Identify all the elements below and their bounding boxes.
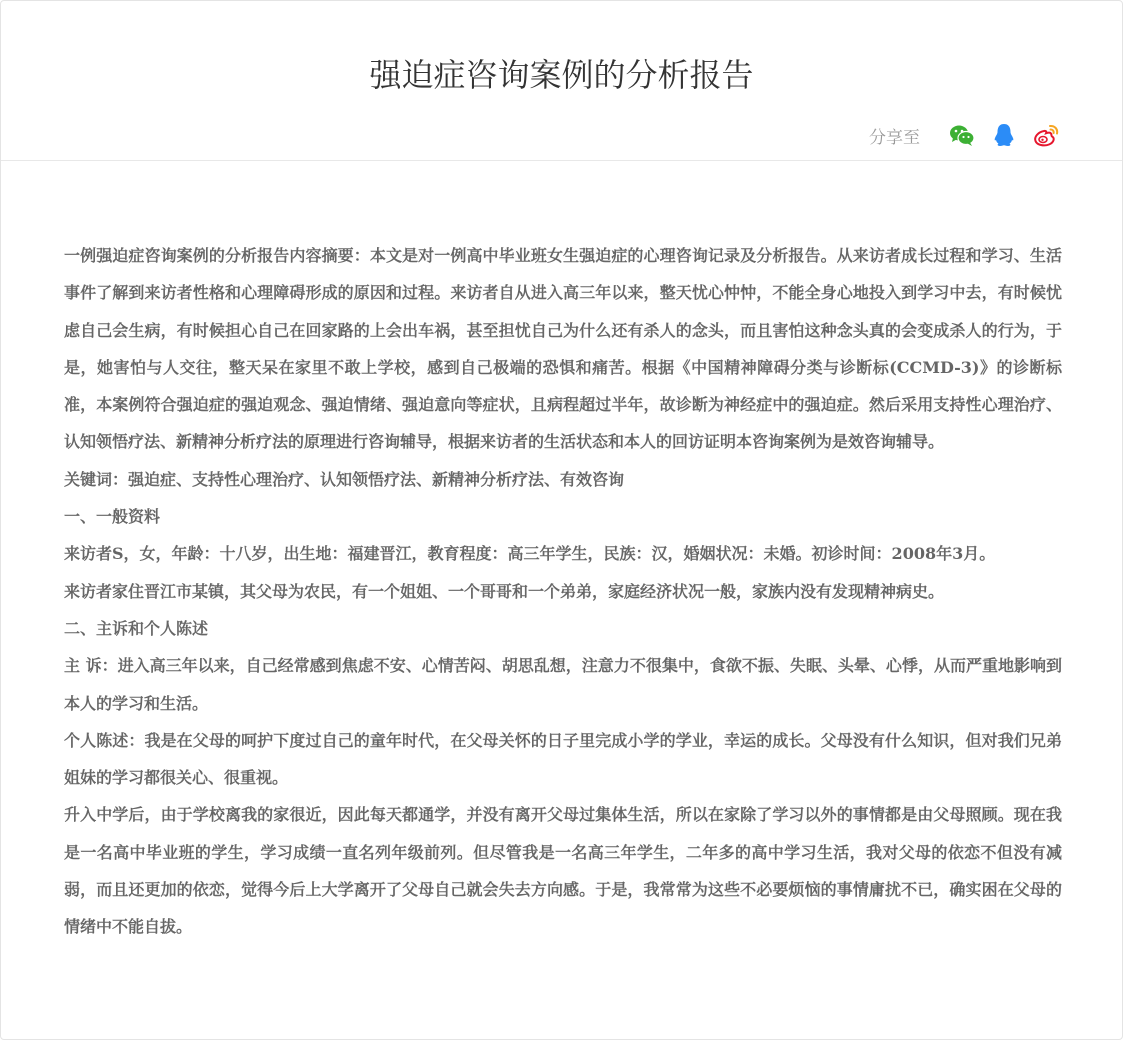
article-header xyxy=(1,1,1122,161)
keywords-paragraph: 关键词：强迫症、支持性心理治疗、认知领悟疗法、新精神分析疗法、有效咨询 xyxy=(64,469,625,489)
section-heading: 一、一般资料 xyxy=(64,507,161,527)
section-heading: 二、主诉和个人陈述 xyxy=(64,618,209,638)
body-paragraph: 主 诉：进入高三年以来，自己经常感到焦虑不安、心情苦闷、胡思乱想，注意力不很集中，食欲不振、失眠、头晕、心悸，从而严重地影响到本人的学习和生活。 xyxy=(64,656,1062,713)
body-paragraph: 来访者S，女，年龄：十八岁，出生地：福建晋江，教育程度：高三年学生，民族：汉，婚姻状况：未婚。初诊时间：2008年3月。 xyxy=(64,544,996,564)
article-body xyxy=(64,237,1062,946)
body-paragraph: 个人陈述：我是在父母的呵护下度过自己的童年时代，在父母关怀的日子里完成小学的学业，幸运的成长。父母没有什么知识，但对我们兄弟姐妹的学习都很关心、很重视。 xyxy=(64,730,1062,788)
abstract-paragraph: 一例强迫症咨询案例的分析报告内容摘要：本文是对一例高中毕业班女生强迫症的心理咨询记录及分析报告。从来访者成长过程和学习、生活事件了解到来访者性格和心理障碍形成的原因和过程。来访者自从进入高三年以来，整天忧心忡忡，不能全身心地投入到学习中去，有时候忧虑自己会生病，有时候担心自己在回家路的上会出车祸，甚至担忧自己为什么还有杀人的念头，而且害怕这种念头真的会变成杀人的行为，于是，她害怕与人交往，整天呆在家里不敢上学校，感到自己极端的恐惧和痛苦。根据《中国精神障碍分类与诊断标(CCMD-3)》的诊断标准，本案例符合强迫症的强迫观念、强迫情绪、强迫意向等症状，且病程超过半年，故诊断为神经症中的强迫症。然后采用支持性心理治疗、认知领悟疗法、新精神分析疗法的原理进行咨询辅导，根据来访者的生活状态和本人的回访证明本咨询案例为是效咨询辅导。 xyxy=(64,246,1062,452)
weibo-icon[interactable] xyxy=(1032,121,1060,149)
wechat-icon[interactable] xyxy=(948,121,976,149)
qq-icon[interactable] xyxy=(990,121,1018,149)
share-bar xyxy=(869,121,1060,149)
body-paragraph: 来访者家住晋江市某镇，其父母为农民，有一个姐姐、一个哥哥和一个弟弟，家庭经济状况一般，家族内没有发现精神病史。 xyxy=(64,581,945,601)
body-paragraph: 升入中学后，由于学校离我的家很近，因此每天都通学，并没有离开父母过集体生活，所以在家除了学习以外的事情都是由父母照顾。现在我是一名高中毕业班的学生，学习成绩一直名列年级前列。但尽管我是一名高三年学生，二年多的高中学习生活，我对父母的依恋不但没有减弱，而且还更加的依恋，觉得今后上大学离开了父母自己就会失去方向感。于是，我常常为这些不必要烦恼的事情庸扰不已，确实困在父母的情绪中不能自拔。 xyxy=(64,805,1062,937)
share-label: 分享至 xyxy=(869,127,920,148)
article-title: 强迫症咨询案例的分析报告 xyxy=(369,56,754,94)
